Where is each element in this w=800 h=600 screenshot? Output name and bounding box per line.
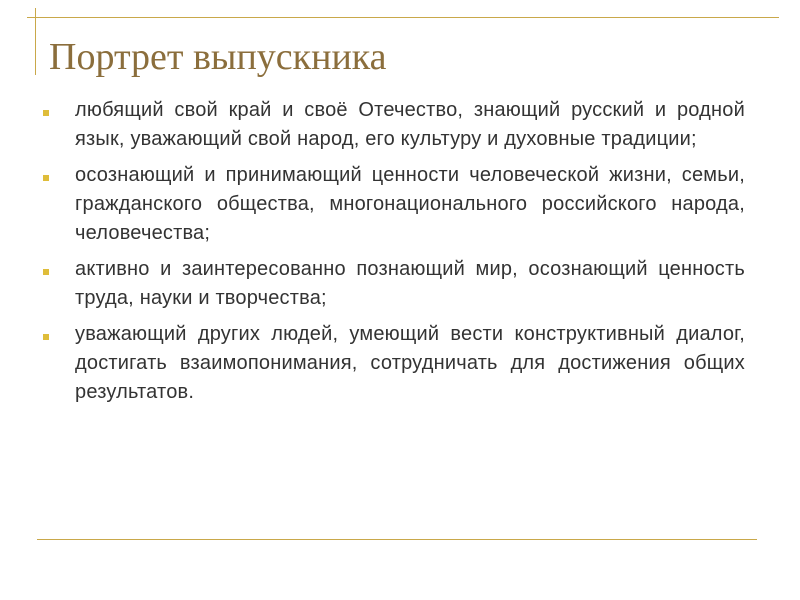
- left-divider-line: [35, 8, 36, 75]
- bullet-item: [40, 255, 745, 313]
- square-bullet-icon: [43, 269, 49, 275]
- bullet-text: уважающий других людей, умеющий вести конструктивный диалог, достигать взаимопонимания, сотрудничать для достижения общих результатов.: [75, 323, 745, 403]
- bullet-item: [40, 161, 745, 248]
- bullet-item: [40, 96, 745, 154]
- bullet-text: активно и заинтересованно познающий мир, осознающий ценность труда, науки и творчества;: [75, 258, 745, 309]
- square-bullet-icon: [43, 110, 49, 116]
- square-bullet-icon: [43, 175, 49, 181]
- bullet-text: любящий свой край и своё Отечество, знающий русский и родной язык, уважающий свой народ, его культуру и духовные традиции;: [75, 99, 745, 150]
- square-bullet-icon: [43, 334, 49, 340]
- slide-title: Портрет выпускника: [49, 36, 387, 78]
- bullet-list: [40, 96, 745, 414]
- bottom-divider-line: [37, 539, 757, 540]
- top-divider-line: [27, 17, 779, 18]
- bullet-text: осознающий и принимающий ценности человеческой жизни, семьи, гражданского общества, многонационального российского народа, человечества;: [75, 164, 745, 244]
- bullet-item: [40, 320, 745, 407]
